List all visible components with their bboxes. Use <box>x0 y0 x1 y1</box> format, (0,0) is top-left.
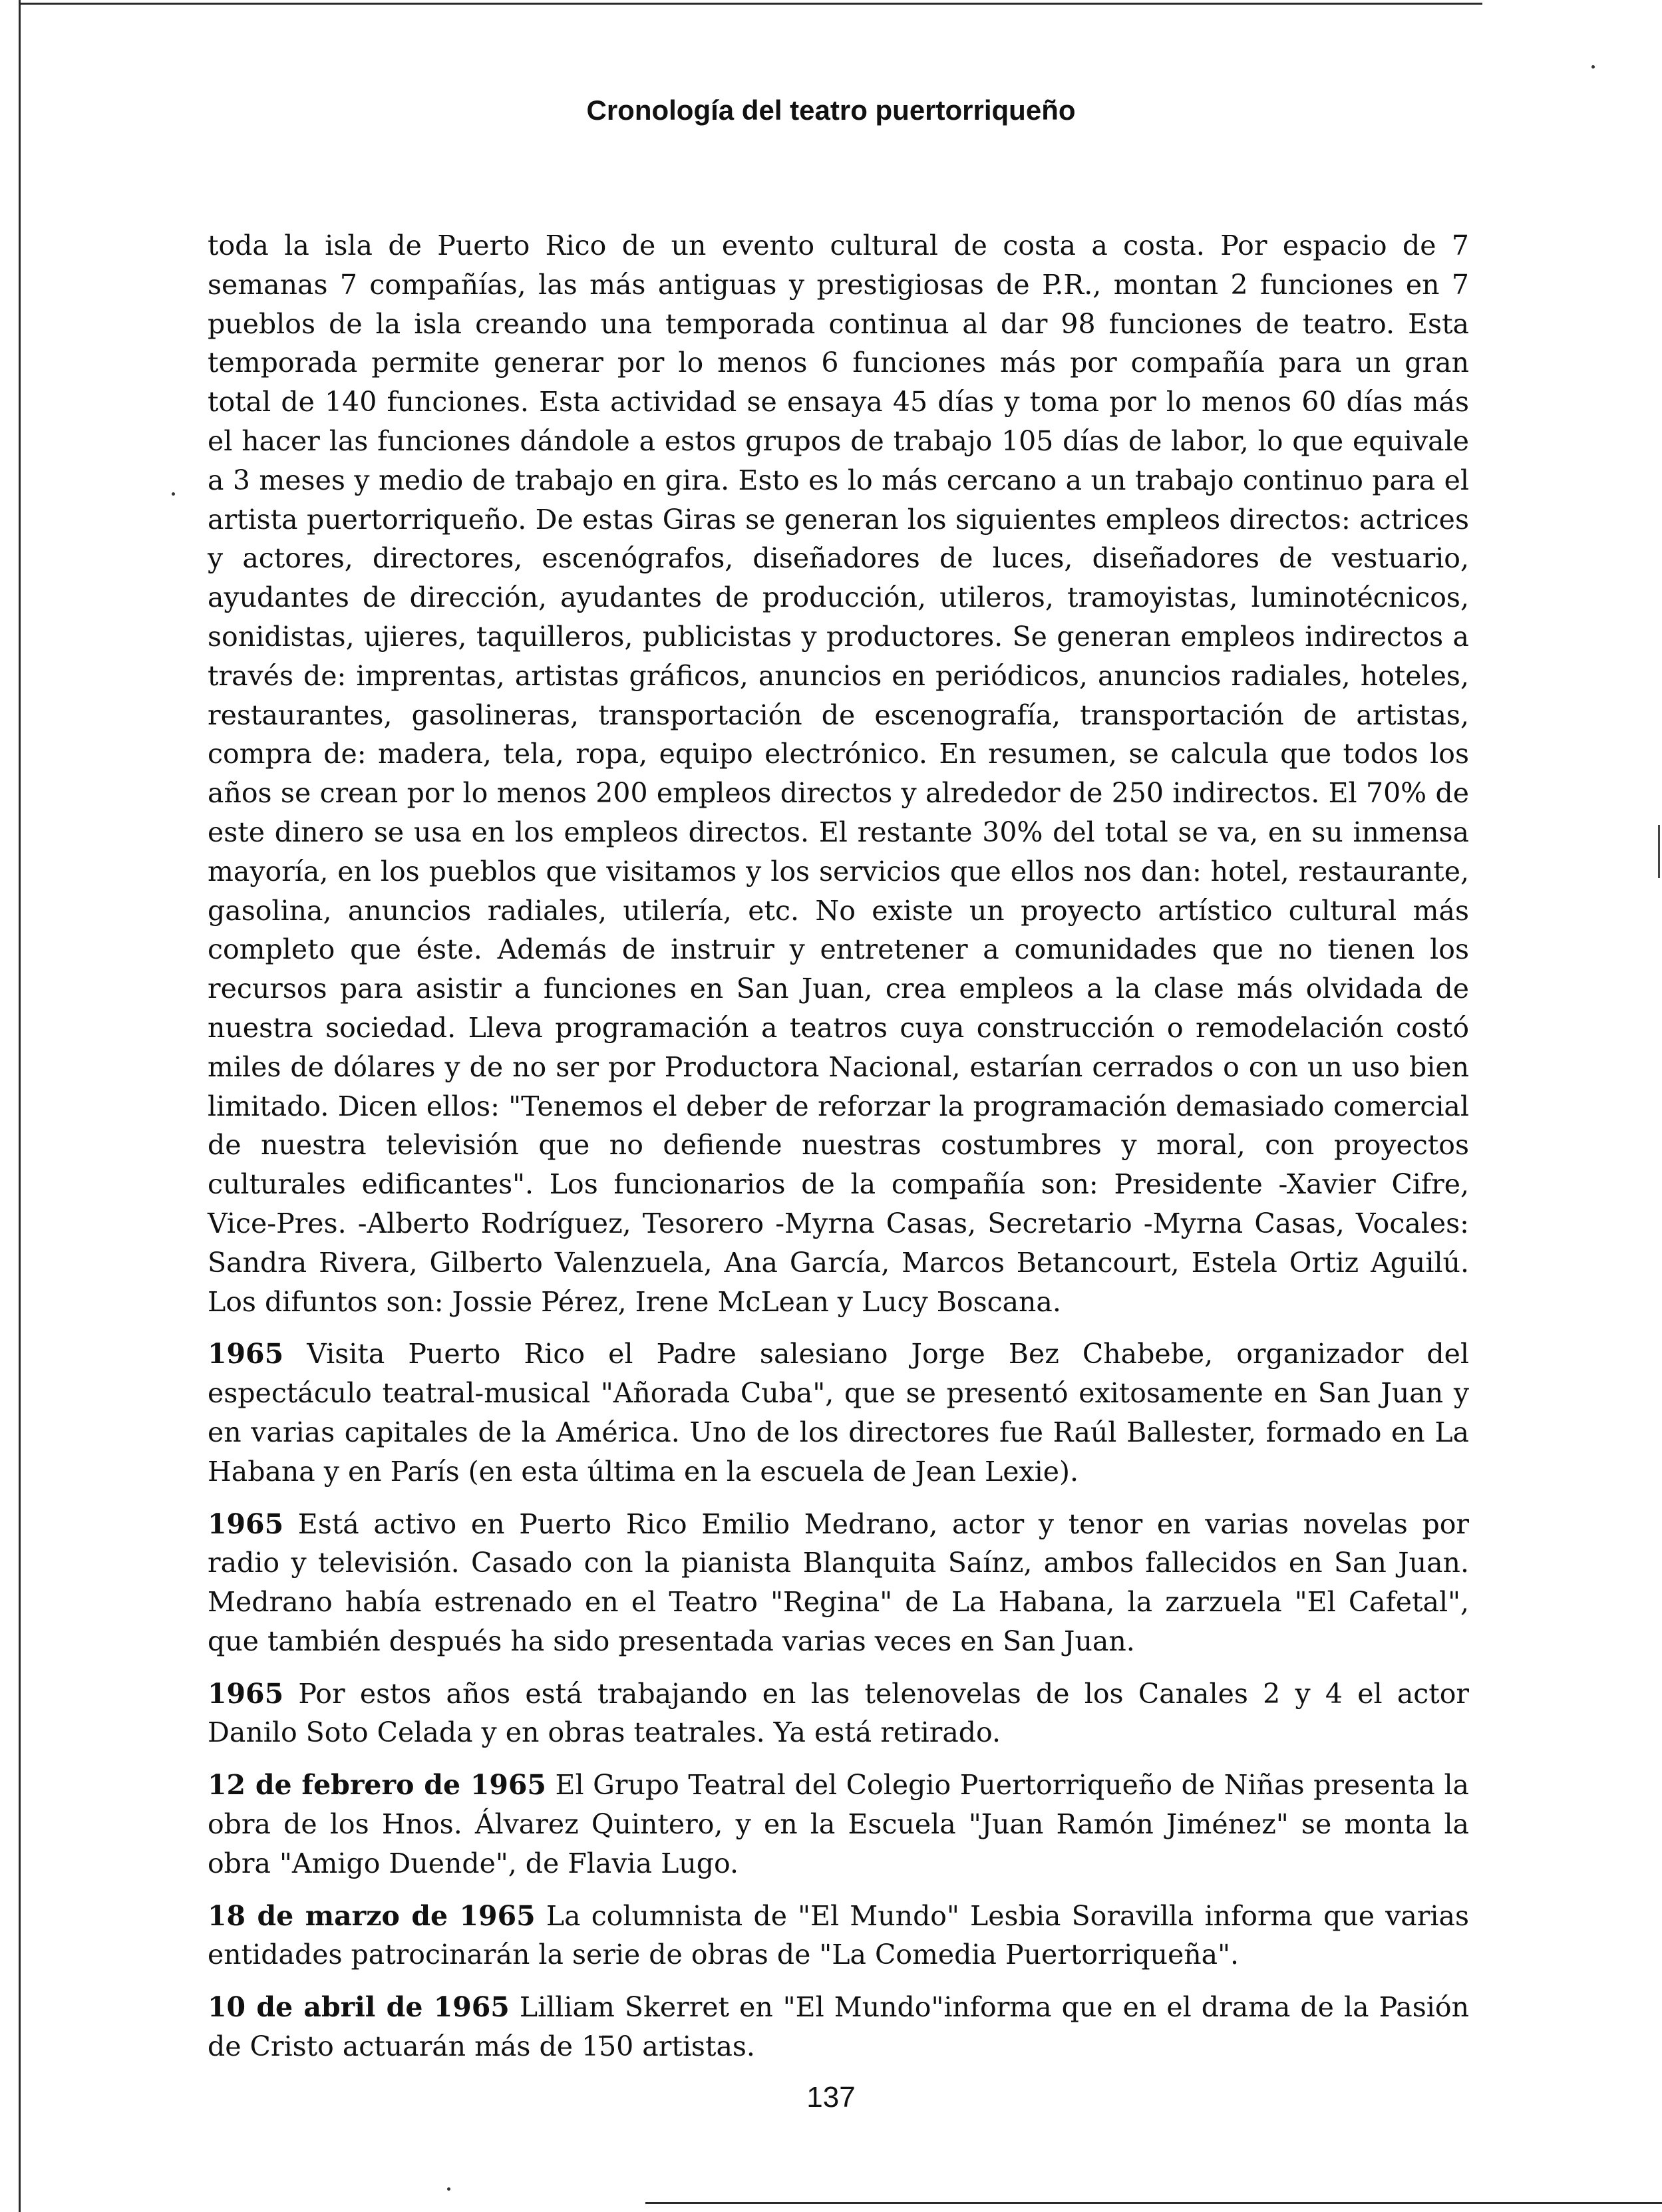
continuation-paragraph: toda la isla de Puerto Rico de un evento cultural de costa a costa. Por espacio de 7 semanas 7 compañías, las más antiguas y prestigiosas de P.R., montan 2 funciones en 7 pueblos de la isla creando una temporada continua al dar 98 funciones de teatro. Esta temporada permite generar por lo menos 6 funciones más por compañía para un gran total de 140 funciones. Esta actividad se ensaya 45 días y toma por lo menos 60 días más el hacer las funciones dándole a estos grupos de trabajo 105 días de labor, lo que equivale a 3 meses y medio de trabajo en gira. Esto es lo más cercano a un trabajo continuo para el artista puertorriqueño. De estas Giras se generan los siguientes empleos directos: actrices y actores, directores, escenógrafos, diseñadores de luces, diseñadores de vestuario, ayudantes de dirección, ayudantes de producción, utileros, tramoyistas, luminotécnicos, sonidistas, ujieres, taquilleros, publicistas y productores. Se generan empleos indirectos a través de: imprentas, artistas gráficos, anuncios en periódicos, anuncios radiales, hoteles, restaurantes, gasolineras, transportación de escenografía, transportación de artistas, compra de: madera, tela, ropa, equipo electrónico. En resumen, se calcula que todos los años se crean por lo menos 200 empleos directos y alrededor de 250 indirectos. El 70% de este dinero se usa en los empleos directos. El restante 30% del total se va, en su inmensa mayoría, en los pueblos que visitamos y los servicios que ellos nos dan: hotel, restaurante, gasolina, anuncios radiales, utilería, etc. No existe un proyecto artístico cultural más completo que éste. Además de instruir y entretener a comunidades que no tienen los recursos para asistir a funciones en San Juan, crea empleos a la clase más olvidada de nuestra sociedad. Lleva programación a teatros cuya construcción o remodelación costó miles de dólares y de no ser por Productora Nacional, estarían cerrados o con un uso bien limitado. Dicen ellos: "Tenemos el deber de reforzar la programación demasiado comercial de nuestra televisión que no defiende nuestras costumbres y moral, con proyectos culturales edificantes". Los funcionarios de la compañía son: Presidente -Xavier Cifre, Vice-Pres. -Alberto Rodríguez, Tesorero -Myrna Casas, Secretario -Myrna Casas, Vocales: Sandra Rivera, Gilberto Valenzuela, Ana García, Marcos Betancourt, Estela Ortiz Aguilú. Los difuntos son: Jossie Pérez, Irene McLean y Lucy Boscana. <box>208 230 1469 1318</box>
entry-date: 12 de febrero de 1965 <box>208 1769 546 1802</box>
entry-date: 18 de marzo de 1965 <box>208 1899 536 1932</box>
scan-right-mark <box>1658 825 1660 878</box>
entry-date: 1965 <box>208 1338 284 1370</box>
running-head: Cronología del teatro puertorriqueño <box>586 94 1076 126</box>
entry-date: 1965 <box>208 1507 284 1540</box>
page-number: 137 <box>806 2081 856 2114</box>
scan-top-border <box>19 3 1482 5</box>
scan-bottom-border <box>645 2202 1662 2204</box>
entry-text: Visita Puerto Rico el Padre salesiano Jorge Bez Chabebe, organizador del espectáculo teatral-musical "Añorada Cuba", que se presentó exitosamente en San Juan y en varias capitales de la América. Uno de los directores fue Raúl Ballester, formado en La Habana y en París (en esta última en la escuela de Jean Lexie). <box>208 1338 1469 1488</box>
chronology-entry <box>208 1674 1469 1753</box>
chronology-entry <box>208 1505 1469 1661</box>
entry-date: 10 de abril de 1965 <box>208 1991 510 2024</box>
chronology-entry <box>208 1988 1469 2066</box>
chronology-entry <box>208 1897 1469 1975</box>
chronology-entry <box>208 1766 1469 1883</box>
scan-speck <box>1591 65 1595 69</box>
scan-left-border <box>19 0 21 2212</box>
entry-text: Lilliam Skerret en "El Mundo"informa que en el drama de la Pasión de Cristo actuarán más de 150 artistas. <box>208 1991 1469 2063</box>
entry-text: Está activo en Puerto Rico Emilio Medrano, actor y tenor en varias novelas por radio y televisión. Casado con la pianista Blanquita Saínz, ambos fallecidos en San Juan. Medrano había estrenado en el Teatro "Regina" de La Habana, la zarzuela "El Cafetal", que también después ha sido presentada varias veces en San Juan. <box>208 1507 1469 1657</box>
chronology-entry <box>208 1335 1469 1491</box>
entry-text: La columnista de "El Mundo" Lesbia Soravilla informa que varias entidades patrocinarán la serie de obras de "La Comedia Puertorriqueña". <box>208 1899 1469 1971</box>
entry-date: 1965 <box>208 1677 284 1710</box>
entry-text: El Grupo Teatral del Colegio Puertorriqueño de Niñas presenta la obra de los Hnos. Álvarez Quintero, y en la Escuela "Juan Ramón Jiménez" se monta la obra "Amigo Duende", de Flavia Lugo. <box>208 1769 1470 1879</box>
scan-speck <box>447 2187 450 2191</box>
entry-text: Por estos años está trabajando en las telenovelas de los Canales 2 y 4 el actor Danilo Soto Celada y en obras teatrales. Ya está retirado. <box>208 1677 1469 1749</box>
body-text <box>208 226 1469 2080</box>
scan-speck <box>172 492 175 496</box>
